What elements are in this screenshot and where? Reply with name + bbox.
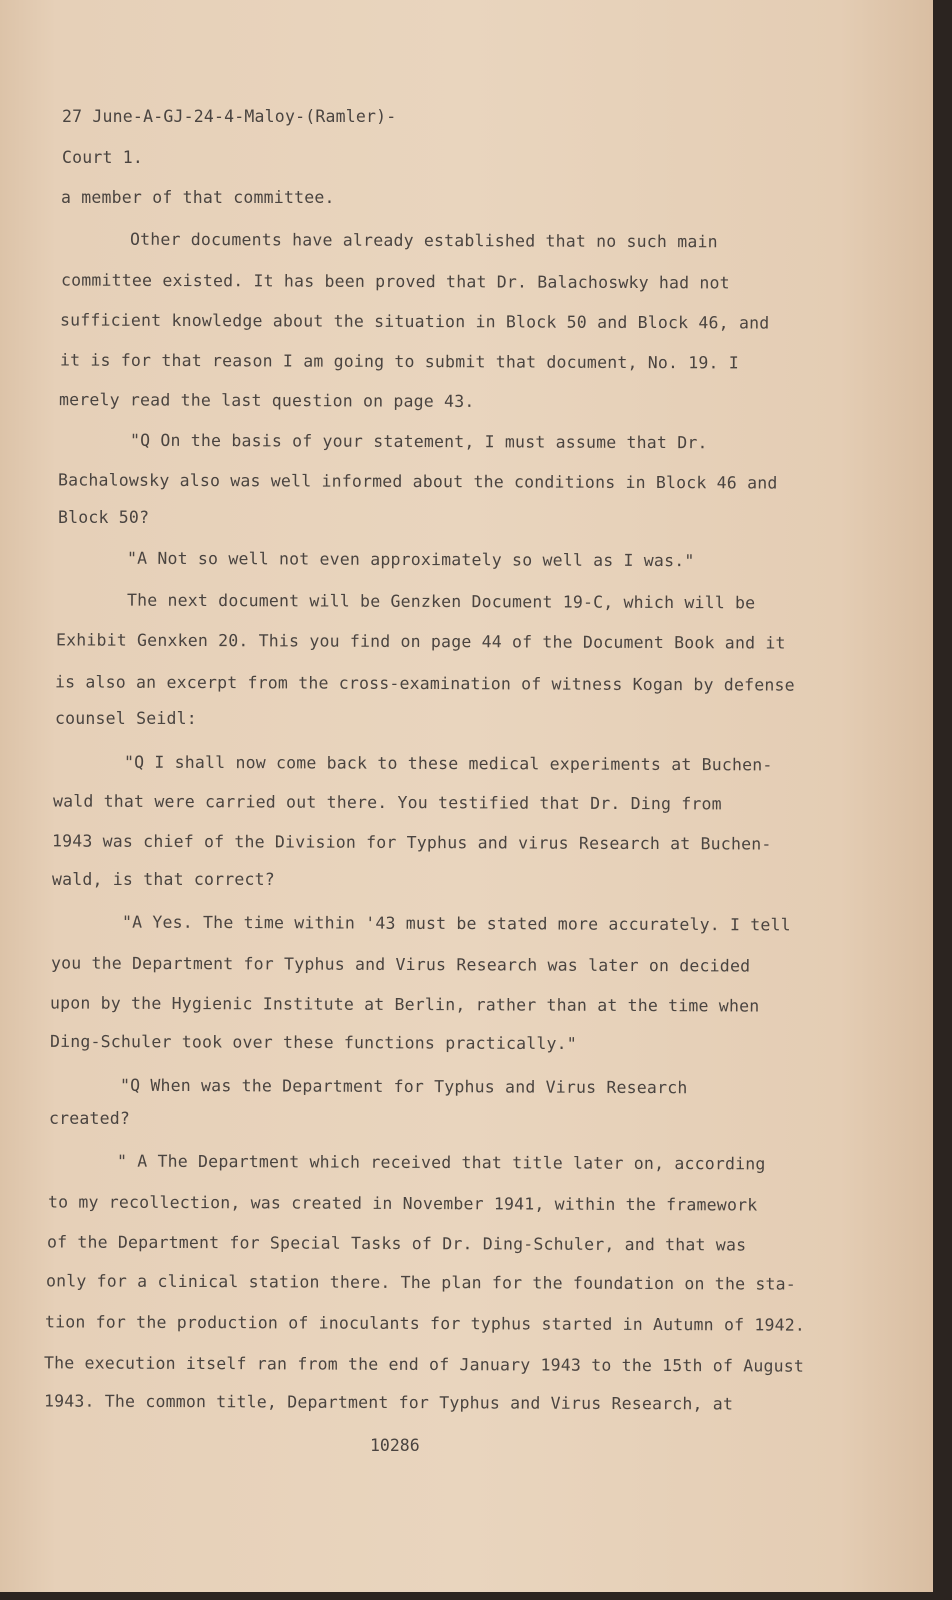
text-line: wald, is that correct? (52, 870, 275, 889)
text-line: to my recollection, was created in November 1941, within the framework (47, 1192, 758, 1215)
text-line: wald that were carried out there. You testified that Dr. Ding from (52, 791, 722, 814)
text-line: is also an excerpt from the cross-examination of witness Kogan by defense (54, 672, 795, 695)
page-number: 10286 (370, 1436, 420, 1455)
text-line: "Q On the basis of your statement, I must assume that Dr. (129, 430, 708, 453)
text-line: counsel Seidl: (55, 709, 197, 728)
text-line: only for a clinical station there. The plan for the foundation on the sta- (45, 1271, 796, 1294)
text-line: "A Yes. The time within '43 must be stated more accurately. I tell (121, 912, 791, 935)
text-line: "Q I shall now come back to these medical experiments at Buchen- (123, 752, 773, 775)
text-line: merely read the last question on page 43. (58, 390, 475, 411)
text-line: Block 50? (58, 508, 150, 527)
text-line: The next document will be Genzken Document 19-C, which will be (126, 590, 756, 613)
text-line: upon by the Hygienic Institute at Berlin, rather than at the time when (49, 993, 760, 1016)
text-line: Ding-Schuler took over these functions practically." (49, 1031, 578, 1054)
text-line: it is for that reason I am going to submit that document, No. 19. I (59, 350, 740, 373)
text-line: committee existed. It has been proved that Dr. Balachoswky had not (60, 270, 730, 293)
text-line: you the Department for Typhus and Virus Research was later on decided (50, 953, 751, 976)
text-line: created? (49, 1109, 131, 1128)
text-line: " A The Department which received that title later on, according (116, 1151, 766, 1174)
text-line: "A Not so well not even approximately so well as I was." (126, 548, 695, 571)
text-line: "Q When was the Department for Typhus and Virus Research (119, 1075, 688, 1098)
text-line: Other documents have already established that no such main (129, 229, 718, 252)
text-line: 1943 was chief of the Division for Typhus and virus Research at Buchen- (51, 831, 772, 854)
text-line: The execution itself ran from the end of January 1943 to the 15th of August (43, 1353, 805, 1376)
text-line: sufficient knowledge about the situation in Block 50 and Block 46, and (59, 310, 770, 333)
court-label: Court 1. (62, 148, 144, 167)
text-line: of the Department for Special Tasks of Dr. Ding-Schuler, and that was (46, 1232, 747, 1255)
document-header: 27 June-A-GJ-24-4-Maloy-(Ramler)- (62, 107, 397, 126)
text-line: Exhibit Genxken 20. This you find on page 44 of the Document Book and it (55, 630, 786, 653)
text-line: 1943. The common title, Department for Typhus and Virus Research, at (43, 1391, 734, 1414)
text-line: Bachalowsky also was well informed about the conditions in Block 46 and (57, 470, 778, 493)
text-line: a member of that committee. (61, 188, 335, 207)
text-line: tion for the production of inoculants for typhus started in Autumn of 1942. (44, 1312, 806, 1335)
